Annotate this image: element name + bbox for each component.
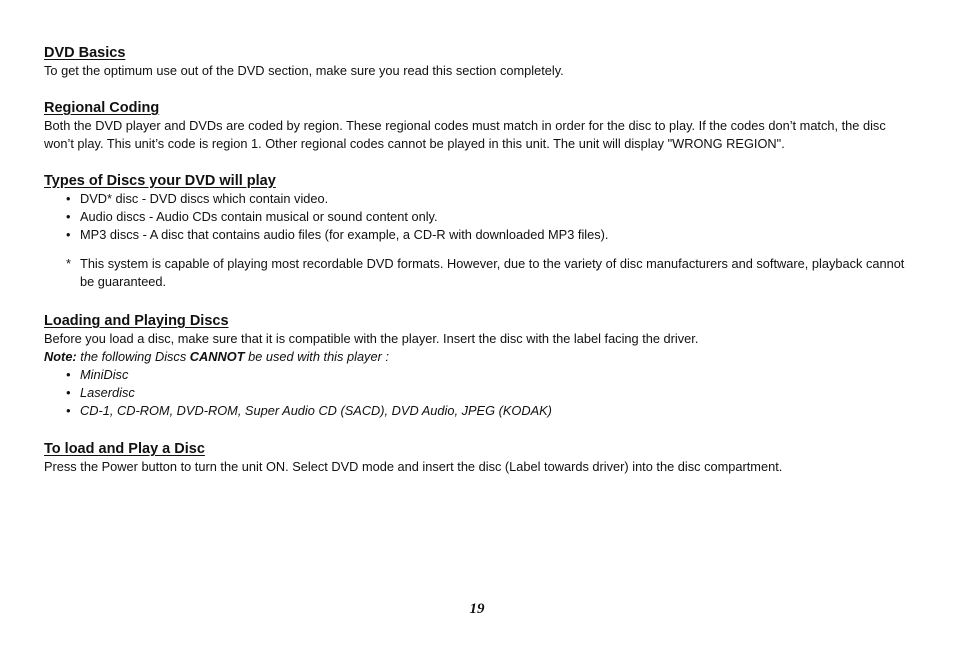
list-item <box>44 208 914 226</box>
list-item-text: CD-1, CD-ROM, DVD-ROM, Super Audio CD (SACD), DVD Audio, JPEG (KODAK) <box>80 403 552 418</box>
bullet-icon: • <box>66 209 71 224</box>
paragraph-dvd-basics: To get the optimum use out of the DVD section, make sure you read this section completely. <box>44 63 564 78</box>
heading-load-and-play: To load and Play a Disc <box>44 441 205 457</box>
note-text-before: the following Discs <box>76 349 190 364</box>
note-text-after: be used with this player : <box>244 349 389 364</box>
section-dvd-basics <box>44 44 914 80</box>
footnote-text: This system is capable of playing most recordable DVD formats. However, due to the variety of disc manufacturers and software, playback cannot be guaranteed. <box>80 256 905 289</box>
note-line <box>44 348 914 366</box>
heading-dvd-basics: DVD Basics <box>44 45 126 61</box>
bullet-icon: • <box>66 191 71 206</box>
list-item-text: MP3 discs - A disc that contains audio files (for example, a CD-R with downloaded MP3 files). <box>80 227 609 242</box>
paragraph-load-and-play: Press the Power button to turn the unit ON. Select DVD mode and insert the disc (Label towards driver) into the disc compartment. <box>44 459 783 474</box>
list-item <box>44 190 914 208</box>
heading-regional-coding: Regional Coding <box>44 100 160 116</box>
list-item <box>44 366 914 384</box>
paragraph-regional-coding: Both the DVD player and DVDs are coded by region. These regional codes must match in order for the disc to play. If the codes don’t match, the disc won’t play. This unit’s code is region 1. Other regional codes cannot be played in this unit. The unit will display "WRONG REGION". <box>44 118 886 151</box>
section-regional-coding <box>44 99 914 153</box>
list-item <box>44 226 914 244</box>
asterisk-mark: * <box>66 256 71 271</box>
heading-disc-types: Types of Discs your DVD will play <box>44 173 276 189</box>
page-number: 19 <box>469 601 485 617</box>
list-item-text: DVD* disc - DVD discs which contain video. <box>80 191 329 206</box>
list-item-text: MiniDisc <box>80 367 129 382</box>
list-item-text: Audio discs - Audio CDs contain musical or sound content only. <box>80 209 438 224</box>
note-label: Note: <box>44 349 77 364</box>
footnote <box>44 255 914 291</box>
unsupported-discs-list <box>44 366 914 420</box>
bullet-icon: • <box>66 385 71 400</box>
section-load-and-play <box>44 440 914 476</box>
bullet-icon: • <box>66 227 71 242</box>
list-item <box>44 402 914 420</box>
manual-page <box>44 44 914 476</box>
heading-loading-discs: Loading and Playing Discs <box>44 313 229 329</box>
disc-types-list <box>44 190 914 244</box>
section-loading-discs <box>44 312 914 420</box>
list-item <box>44 384 914 402</box>
bullet-icon: • <box>66 403 71 418</box>
section-disc-types <box>44 172 914 291</box>
paragraph-loading-discs: Before you load a disc, make sure that it is compatible with the player. Insert the disc with the label facing the driver. <box>44 331 699 346</box>
note-emphasis: CANNOT <box>189 349 245 364</box>
bullet-icon: • <box>66 367 71 382</box>
list-item-text: Laserdisc <box>80 385 135 400</box>
